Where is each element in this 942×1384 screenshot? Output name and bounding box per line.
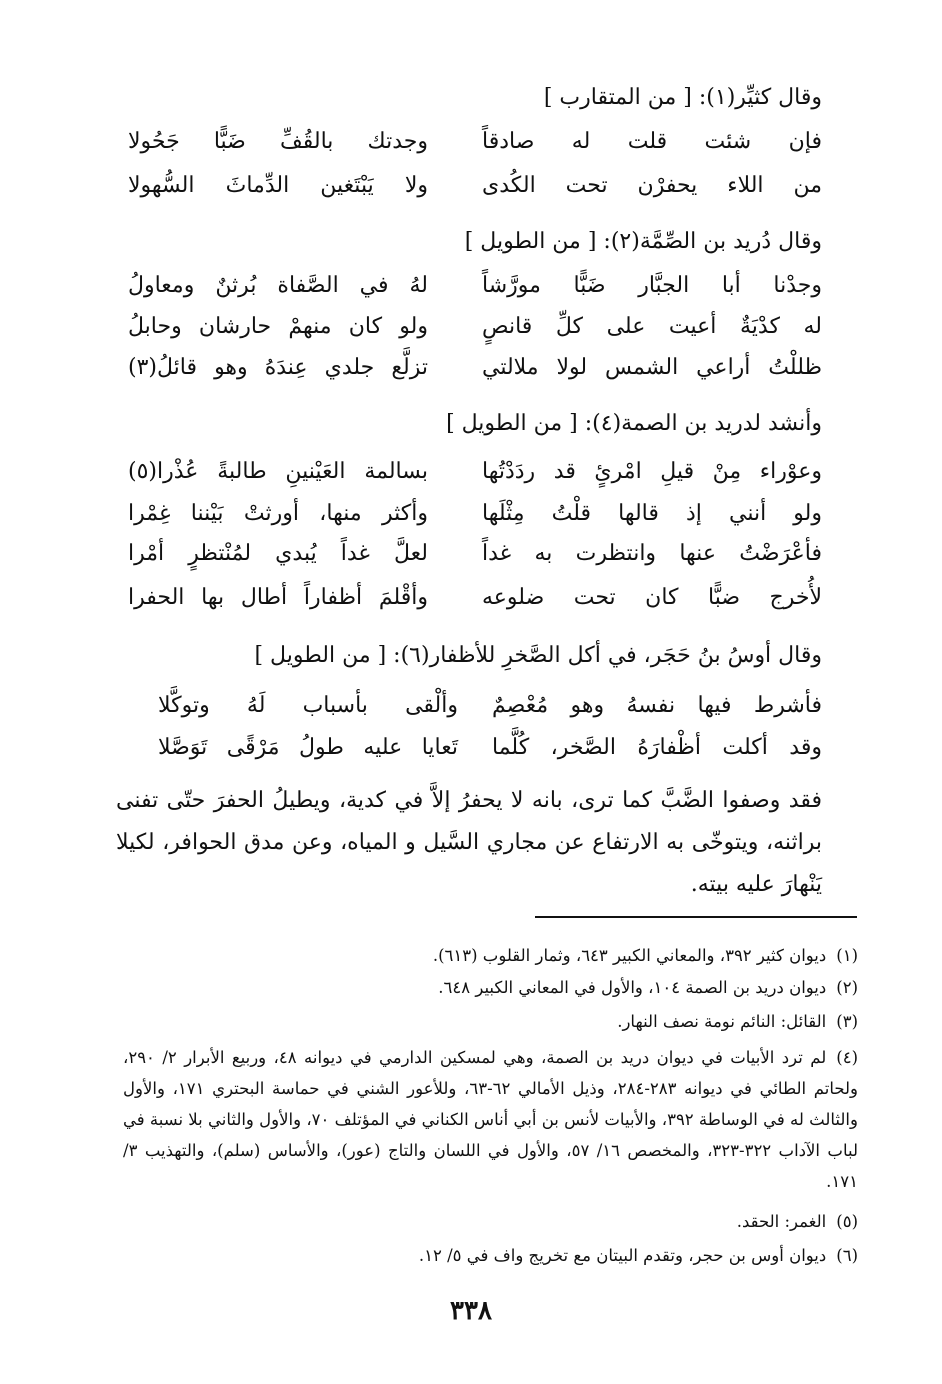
section-heading: وأنشد لدريد بن الصمة(٤): [ من الطويل ] [446, 411, 822, 436]
footnote-text: ديوان دريد بن الصمة ١٠٤، والأول في المعاني الكبير ٦٤٨. [438, 978, 827, 997]
verse-first-hemistich: من اللاء يحفرْن تحت الكُدى [482, 173, 822, 198]
verse-second-hemistich: وأقْلمَ أظفاراً أطال بها الحفرا [128, 585, 428, 610]
prose-paragraph: فقد وصفوا الضَّبَّ كما ترى، بانه لا يحفرُ إلاَّ في كدية، ويطيلُ الحفرَ حتّى تفنى براثنه، ويتوخّى به الارتفاع عن مجاري السَّيل و المياه، وعن مدق الحوافر، لكيلا يَنْهارَ عليه بيته. [116, 788, 822, 897]
verse-second-hemistich: لهُ في الصَّفاة بُرثنٌ ومعاولُ [128, 273, 428, 298]
verse-first-hemistich: وعوْراء مِنْ قيلِ امْرئٍ قد ردَدْتُها [482, 459, 822, 484]
footnote [123, 1240, 858, 1271]
verse-first-hemistich: ظللْتُ أراعي الشمس لولا ملالتي [482, 355, 822, 380]
section-heading: وقال كثيِّر(١): [ من المتقارب ] [543, 85, 822, 110]
footnote-number: (٣) [836, 1012, 858, 1031]
verse-second-hemistich: ولا يَبْتَغين الدِّماثَ السُّهولا [128, 173, 428, 198]
footnote-text: ديوان كثير ٣٩٢، والمعاني الكبير ٦٤٣، وثمار القلوب (٦١٣). [432, 946, 827, 965]
verse-first-hemistich: له كدْيَةٌ أعيت على كلِّ قانصٍ [482, 314, 822, 339]
footnote [123, 1006, 858, 1037]
footnote [123, 940, 858, 971]
verse-second-hemistich: تَعايا عليه طولُ مَرْقًى تَوَصَّلا [158, 735, 458, 760]
section-heading: وقال أوسُ بنُ حَجَر، في أكل الصَّخرِ للأظفار(٦): [ من الطويل ] [254, 643, 822, 668]
verse-second-hemistich: وألْقى بأسباب لَهُ وتوكَّلا [158, 693, 458, 718]
verse-second-hemistich: لعلَّ غداً يُبدي لمُنْتظرٍ أمْرا [128, 541, 428, 566]
footnote-number: (٦) [836, 1246, 858, 1265]
footnote-number: (٢) [836, 978, 858, 997]
footnote [123, 1206, 858, 1237]
footnote-divider [535, 916, 857, 918]
footnote [123, 972, 858, 1003]
footnote-text: الغمر: الحقد. [736, 1212, 827, 1231]
verse-first-hemistich: ولو أنني إذ قالها قلْتُ مِثْلَها [482, 501, 822, 526]
footnote-text: لم ترد الأبيات في ديوان دريد بن الصمة، وهي لمسكين الدارمي في ديوانه ٤٨، وربيع الأبرار ٢/ ٢٩٠، ولحاتم الطائي في ديوانه ٢٨٣-٢٨٤، وذيل الأمالي ٦٢-٦٣، وللأعور الشني في حماسة البحتري ١٧١، والأول والثالث له في الوساطة ٣٩٢، والأبيات لأنس بن أبي أناس الكناني في المؤتلف ٧٠، والأول والثاني بلا نسبة في لباب الآداب ٣٢٢-٣٢٣، والمخصص ١٦/ ٥٧، والأول في اللسان والتاج (عور)، والأساس (سلم)، والتهذيب ٣/ ١٧١. [123, 1048, 858, 1191]
verse-first-hemistich: لأُخرج ضبًّا كان تحت ضلوعه [482, 585, 822, 610]
footnote-number: (١) [836, 946, 858, 965]
verse-second-hemistich: تزلَّع جلدي عِندَهُ وهو قائلُ(٣) [128, 355, 428, 380]
verse-first-hemistich: فإن شئت قلت له صادقاً [482, 129, 822, 154]
verse-first-hemistich: وقد أكلت أظْفارَهُ الصَّخر، كُلَّما [492, 735, 822, 760]
verse-second-hemistich: ولو كان منهمْ حارشان وحابلُ [128, 314, 428, 339]
footnote-text: القائل: النائم نومة نصف النهار. [617, 1012, 827, 1031]
footnote [123, 1042, 858, 1197]
verse-second-hemistich: وجدتك بالقُفِّ ضَبًّا جَحُولا [128, 129, 428, 154]
footnote-number: (٥) [836, 1212, 858, 1231]
verse-first-hemistich: فأشرط فيها نفسهُ وهو مُعْصِمٌ [492, 693, 822, 718]
verse-first-hemistich: فأعْرَضْتُ عنها وانتظرت به غداً [482, 541, 822, 566]
page-number: ٣٣٨ [450, 1296, 492, 1326]
verse-second-hemistich: وأكثر منها، أورثتْ بَيْننا غِمْرا [128, 501, 428, 526]
footnote-number: (٤) [836, 1048, 859, 1067]
section-heading: وقال دُريد بن الصِّمَّة(٢): [ من الطويل ] [464, 229, 822, 254]
verse-first-hemistich: وجدْنا أبا الجبَّار ضَبًّا مورَّشاً [482, 273, 822, 298]
verse-second-hemistich: بسالمة العَيْنينِ طالبةً عُذْرا(٥) [128, 459, 428, 484]
footnote-text: ديوان أوس بن حجر، وتقدم البيتان مع تخريج واف في ٥/ ١٢. [418, 1246, 827, 1265]
